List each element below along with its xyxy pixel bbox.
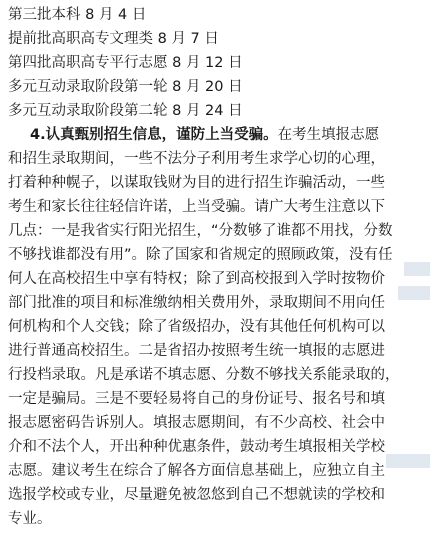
paragraph-line: 进行普通高校招生。二是省招办按照考生统一填报的志愿进 [8, 343, 385, 359]
paragraph-line: 专业。 [8, 511, 52, 527]
paragraph-line: 和招生录取期间，一些不法分子利用考生求学心切的心理， [8, 151, 385, 167]
schedule-line: 多元互动录取阶段第一轮 8 月 20 日 [8, 79, 243, 95]
paragraph-line: 何人在高校招生中享有特权；除了到高校报到入学时按物价 [8, 271, 385, 287]
section-heading: 4.认真甄别招生信息，谨防上当受骗。 [30, 127, 278, 143]
paragraph-line: 志愿。建议考生在综合了解各方面信息基础上，应独立自主 [8, 463, 385, 479]
section-first-line [30, 124, 379, 146]
schedule-line: 多元互动录取阶段第二轮 8 月 24 日 [8, 103, 243, 119]
paragraph-line: 介和不法个人，开出种种优惠条件，鼓动考生填报相关学校 [8, 439, 385, 455]
schedule-line: 提前批高职高专文理类 8 月 7 日 [8, 31, 219, 47]
paragraph-line: 不够找谁都没有用”。除了国家和省规定的照顾政策，没有任 [8, 247, 393, 263]
schedule-line: 第四批高职高专平行志愿 8 月 12 日 [8, 55, 243, 71]
paragraph-line: 报志愿密码告诉别人。填报志愿期间，有不少高校、社会中 [8, 415, 385, 431]
paragraph-line: 一定是骗局。三是不要轻易将自己的身份证号、报名号和填 [8, 391, 385, 407]
paragraph-line: 选报学校或专业，尽量避免被忽悠到自己不想就读的学校和 [8, 487, 385, 503]
paragraph-line: 部门批准的项目和标准缴纳相关费用外，录取期间不用向任 [8, 295, 385, 311]
watermark-mark [386, 454, 430, 468]
paragraph-line: 几点：一是我省实行阳光招生，“分数够了谁都不用找，分数 [8, 223, 393, 239]
schedule-line: 第三批本科 8 月 4 日 [8, 7, 147, 23]
paragraph-line: 打着种种幌子，以谋取钱财为目的进行招生诈骗活动，一些 [8, 175, 385, 191]
watermark-mark [404, 262, 430, 276]
paragraph-text: 在考生填报志愿 [277, 127, 380, 143]
watermark-mark [398, 286, 430, 300]
paragraph-line: 何机构和个人交钱；除了省级招办，没有其他任何机构可以 [8, 319, 385, 335]
paragraph-line: 考生和家长往往轻信许诺，上当受骗。请广大考生注意以下 [8, 199, 385, 215]
paragraph-line: 行投档录取。凡是承诺不填志愿、分数不够找关系能录取的， [8, 367, 400, 383]
